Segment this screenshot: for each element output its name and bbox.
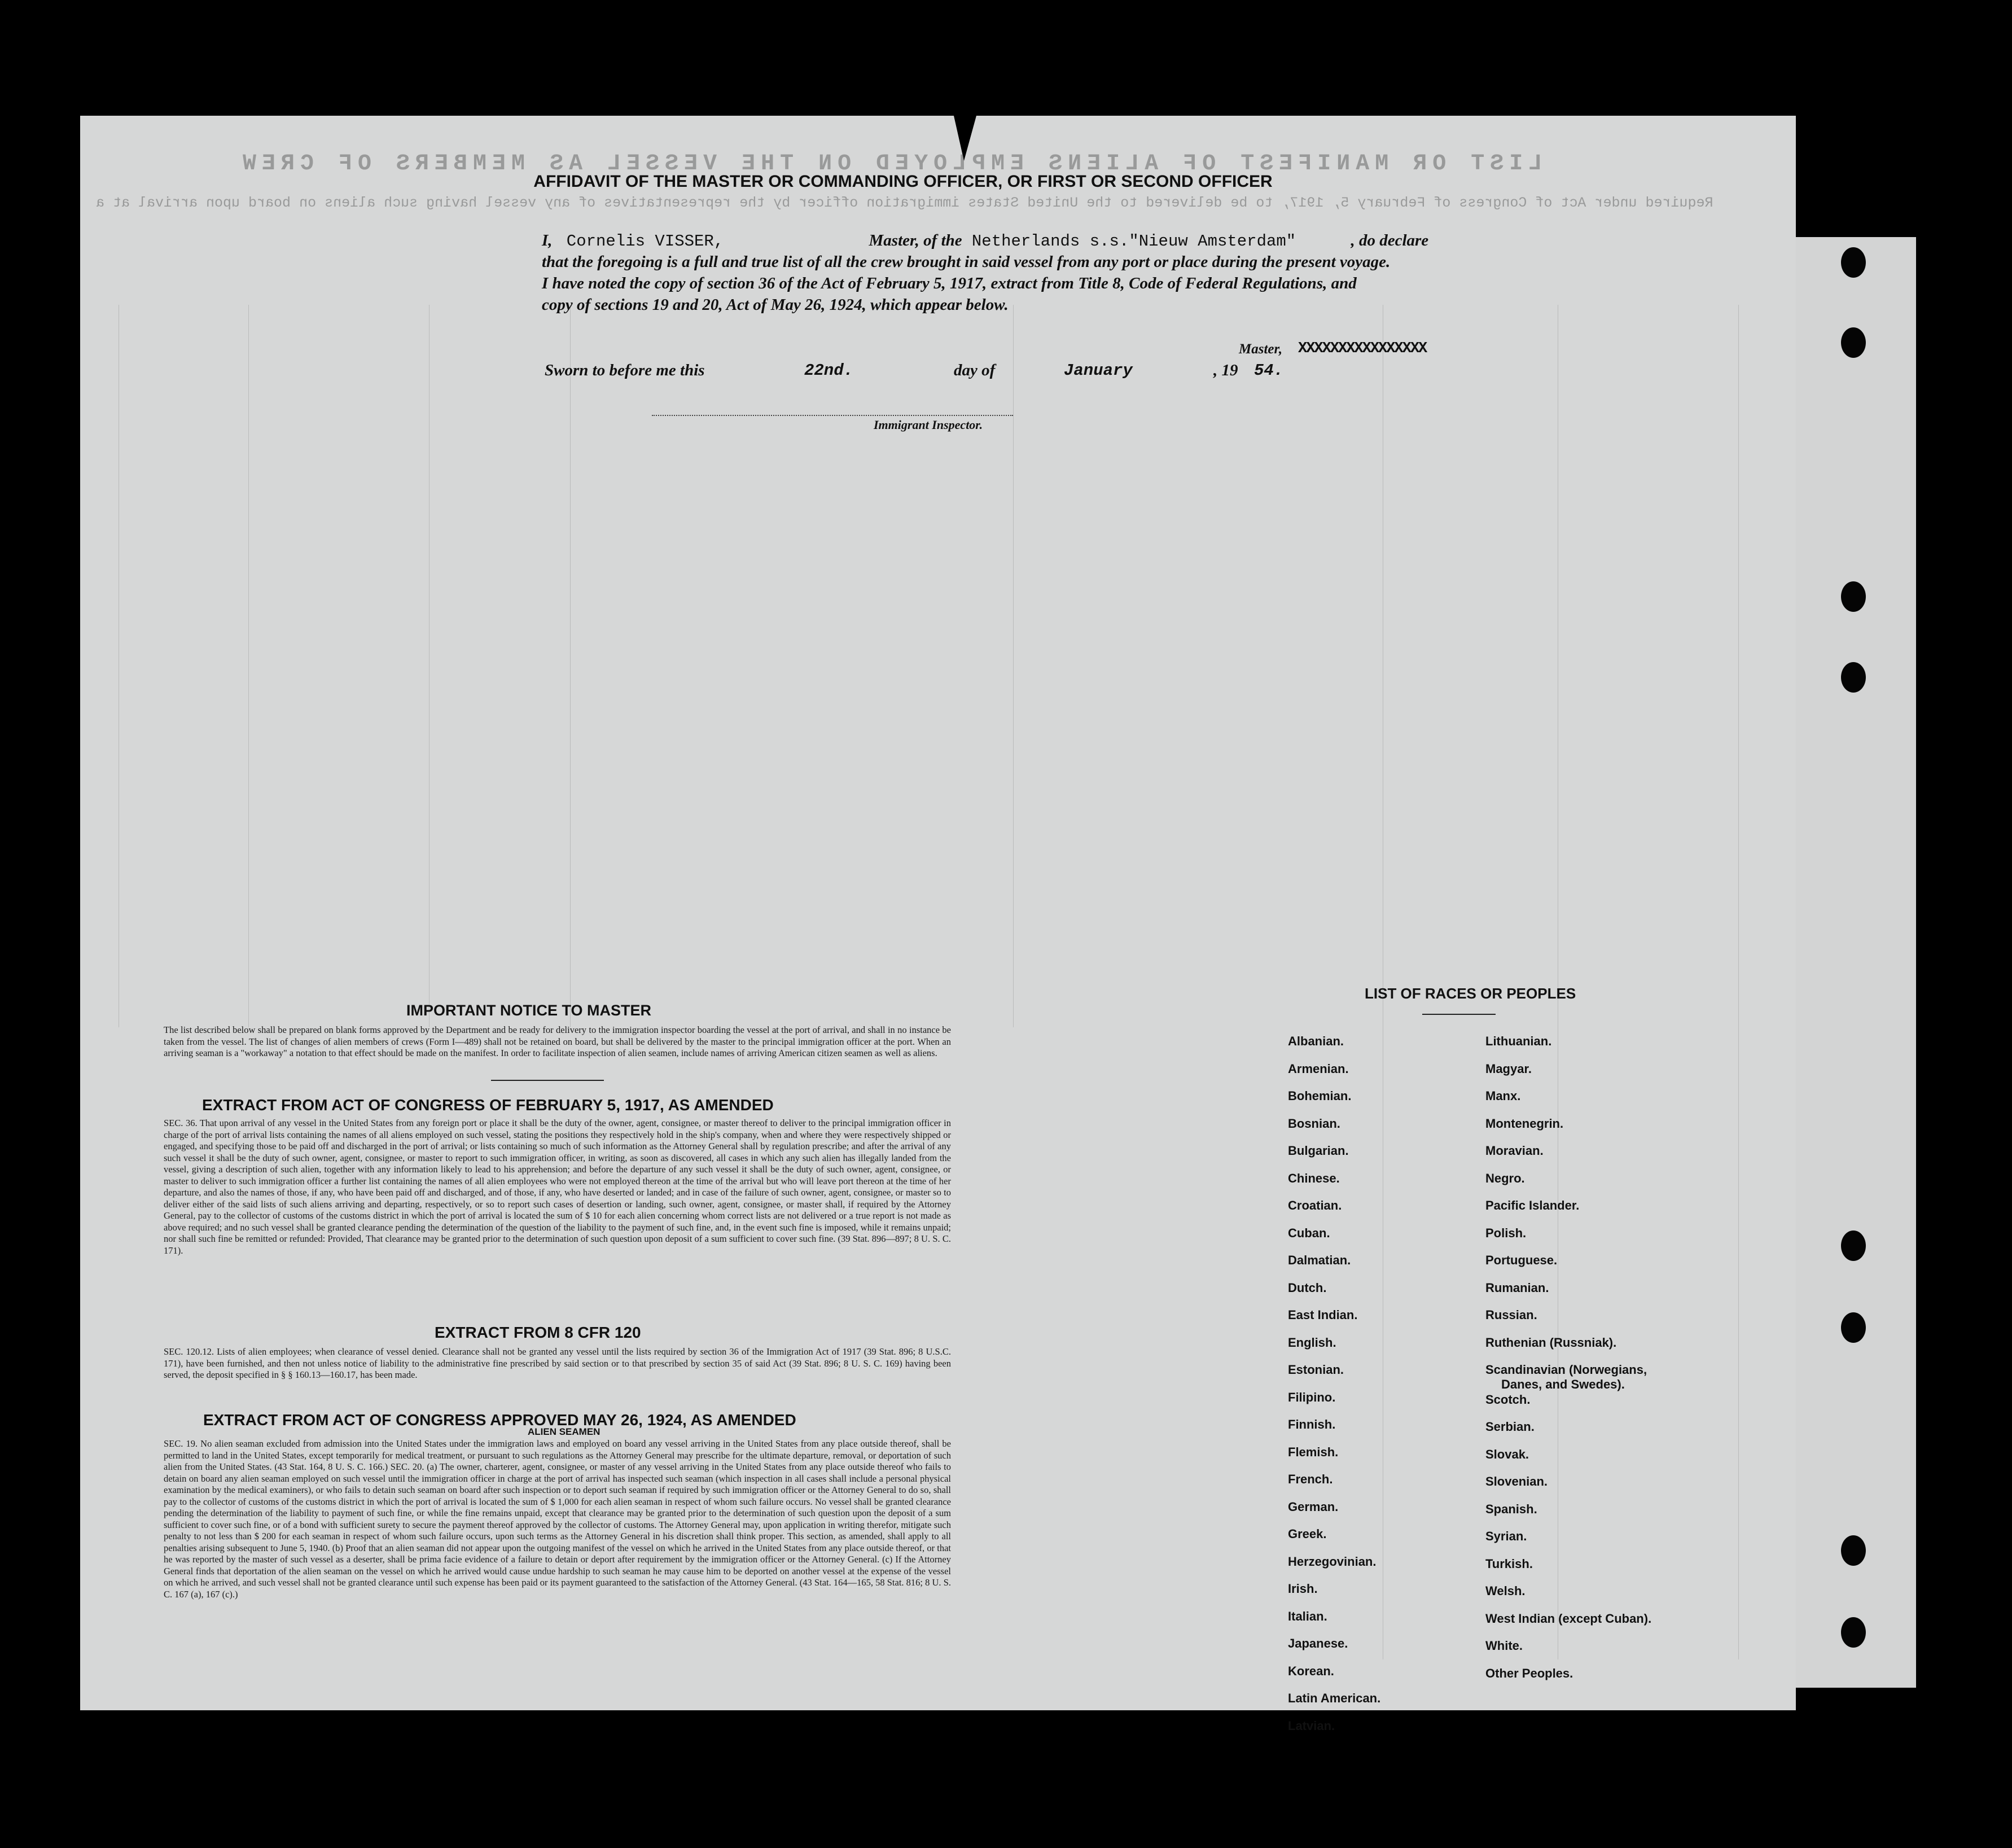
sworn-prefix: Sworn to before me this <box>545 361 705 379</box>
race-item: Bosnian. <box>1288 1116 1340 1131</box>
punch-hole <box>1841 581 1866 612</box>
punch-hole <box>1841 1230 1866 1261</box>
race-item: Albanian. <box>1288 1034 1344 1048</box>
race-item: Spanish. <box>1485 1501 1537 1516</box>
sworn-year-prefix: , 19 <box>1213 361 1238 379</box>
race-item: German. <box>1288 1499 1339 1514</box>
race-item: White. <box>1485 1639 1523 1653</box>
race-item: Estonian. <box>1288 1363 1344 1377</box>
master-label: Master, <box>1239 341 1283 357</box>
ghost-gridline <box>570 305 571 1027</box>
race-item: Flemish. <box>1288 1444 1339 1459</box>
race-item: East Indian. <box>1288 1308 1358 1322</box>
race-item: Chinese. <box>1288 1171 1340 1185</box>
punch-hole <box>1841 1535 1866 1566</box>
race-item: Bohemian. <box>1288 1089 1352 1103</box>
affidavit-suffix: , do declare <box>1351 231 1429 249</box>
punch-hole <box>1841 247 1866 278</box>
race-item: Latvian. <box>1288 1718 1335 1733</box>
race-item: Dalmatian. <box>1288 1253 1351 1267</box>
race-item: Other Peoples. <box>1485 1666 1573 1680</box>
race-item: Slovak. <box>1485 1447 1529 1461</box>
extract-1917-body: SEC. 36. That upon arrival of any vessel in the United States from any foreign port or place it shall be the duty of the owner, agent, consignee, or master thereof to deliver to the principal immigration officer in charge of the port of arrival lists containing the names of all aliens employed on such vessel, stating the positions they respectively hold in the ship's company, when and where they were respectively shipped or engaged, and specifying those to be paid off and discharged in the port of arrival; or lists containing so much of such information as the Attorney General shall by regulation prescribe; and after the arrival of any such vessel it shall be the duty of such owner, agent, consignee, or master to report to such immigration officer, in writing, as soon as discovered, all cases in which any such alien has illegally landed from the vessel, giving a description of such alien, together with any information likely to lead to his apprehension; and before the departure of any such vessel it shall be the duty of such owner, agent, consignee, or master to deliver to such immigration officer a further list containing the names of all alien employees who were not employed thereon at the time of the arrival but who will leave port thereon at the time of her departure, and also the names of those, if any, who have been paid off and discharged, and of those, if any, who have deserted or landed; and in case of the failure of such owner, agent, consignee, or master so to deliver either of the said lists of such aliens arriving and departing, respectively, or so to report such cases of desertion or landing, such owner, agent, consignee, or master shall, if required by the Attorney General, pay to the collector of customs of the customs district in which the port of arrival is located the sum of $ 10 for each alien concerning whom correct lists are not delivered or a true report is not made as above required; and no such vessel shall be granted clearance pending the determination of the question of the liability to the payment of such fine, and, in the event such fine is imposed, while it remains unpaid; nor shall such fine be remitted or refunded: Provided, That clearance may be granted prior to the determination of such question upon deposit of a sum sufficient to cover such fine. (39 Stat. 896—897; 8 U. S. C. 171). <box>164 1118 951 1256</box>
notice-title: IMPORTANT NOTICE TO MASTER <box>406 1002 651 1019</box>
race-item: Greek. <box>1288 1527 1327 1541</box>
race-item: Turkish. <box>1485 1556 1533 1571</box>
race-item: Ruthenian (Russniak). <box>1485 1335 1617 1350</box>
affidavit-line-1 <box>542 231 1428 251</box>
race-item: Manx. <box>1485 1089 1521 1103</box>
race-item: Danes, and Swedes). <box>1501 1377 1625 1391</box>
race-item: Croatian. <box>1288 1198 1342 1212</box>
race-item: Pacific Islander. <box>1485 1198 1580 1212</box>
ghost-gridline <box>248 305 249 1027</box>
race-item: Magyar. <box>1485 1061 1532 1076</box>
race-item: English. <box>1288 1335 1336 1350</box>
ghost-manifest-title: LIST OR MANIFEST OF ALIENS EMPLOYED ON THE VESSEL AS MEMBERS OF CREW <box>237 151 1542 177</box>
sworn-month: January <box>1064 361 1133 380</box>
race-item: Scotch. <box>1485 1392 1531 1407</box>
race-item: West Indian (except Cuban). <box>1485 1611 1652 1626</box>
race-item: Negro. <box>1485 1171 1525 1185</box>
ghost-manifest-subtitle: Required under Act of Congress of February 5, 1917, to be delivered to the United States immigration officer by the representatives of any vessel having such aliens on board upon arrival at a <box>96 195 1713 211</box>
extract-cfr-title: EXTRACT FROM 8 CFR 120 <box>435 1324 641 1341</box>
race-item: Portuguese. <box>1485 1253 1558 1267</box>
extract-1924-body: SEC. 19. No alien seaman excluded from admission into the United States under the immigration laws and employed on board any vessel arriving in the United States from any place outside thereof, shall be permitted to land in the United States, except temporarily for medical treatment, or pursuant to such regulations as the Attorney General may prescribe for the ultimate departure, removal, or deportation of such alien from the United States. (43 Stat. 164, 8 U. S. C. 166.) SEC. 20. (a) The owner, charterer, agent, consignee, or master of any vessel arriving in the United States from any place outside thereof who fails to detain on board any alien seaman employed on such vessel until the immigration officer in charge at the port of arrival has inspected such seaman (which inspection in all cases shall include a personal physical examination by the medical examiners), or who fails to detain such seaman on board after such inspection or to deport such seaman if required by such immigration officer or the Attorney General to do so, shall pay to the collector of customs of the customs district in which the port of arrival is located the sum of $ 1,000 for each alien seaman in respect of whom such failure occurs. No vessel shall be granted clearance pending the determination of the liability to payment of such fine, or while the fine remains unpaid, except that clearance may be granted prior to the determination of such question upon the deposit of a sum sufficient to cover such fine, or of a bond with sufficient surety to secure the payment thereof approved by the collector of customs. The Attorney General may, upon application in writing therefor, mitigate such penalty to not less than $ 200 for each seaman in respect of whom such failure occurs, upon such terms as the Attorney General in his discretion shall think proper. This section, as amended, shall apply to all penalties arising subsequent to June 5, 1940. (b) Proof that an alien seaman did not appear upon the outgoing manifest of the vessel on which he arrived in the United States from any place outside thereof, or that he was reported by the master of such vessel as a deserter, shall be prima facie evidence of a failure to detain or deport after requirement by the immigration officer or the Attorney General. (c) If the Attorney General finds that deportation of the alien seaman on the vessel on which he arrived would cause undue hardship to such seaman he may cause him to be deported on another vessel at the expense of the vessel on which he arrived, and such vessel shall not be granted clearance until such expense has been paid or its payment guaranteed to the satisfaction of the Attorney General. (43 Stat. 164—165, 58 Stat. 816; 8 U. S. C. 167 (a), 167 (c).) <box>164 1438 951 1600</box>
vessel-name: Netherlands s.s."Nieuw Amsterdam" <box>971 232 1296 251</box>
extract-cfr-body: SEC. 120.12. Lists of alien employees; when clearance of vessel denied. Clearance shall not be granted any vessel until the lists required by section 36 of the Immigration Act of 1917 (39 Stat. 896; 8 U.S.C. 171), have been furnished, and then not unless notice of liability to the administrative fine prescribed by said section or to that prescribed by section 35 of said Act (39 Stat. 896; 8 U. S. C. 169) having been served, the deposit specified in § § 160.13—160.17, has been made. <box>164 1346 951 1380</box>
races-rule <box>1422 1014 1496 1015</box>
race-item: Slovenian. <box>1485 1474 1548 1488</box>
race-item: Rumanian. <box>1485 1280 1549 1295</box>
race-item: Lithuanian. <box>1485 1034 1552 1048</box>
race-item: Syrian. <box>1485 1529 1527 1543</box>
race-item: Russian. <box>1485 1308 1537 1322</box>
race-item: Italian. <box>1288 1609 1327 1623</box>
extract-1924-title: EXTRACT FROM ACT OF CONGRESS APPROVED MAY 26, 1924, AS AMENDED <box>203 1411 796 1429</box>
races-title: LIST OF RACES OR PEOPLES <box>1365 985 1576 1002</box>
notice-body: The list described below shall be prepared on blank forms approved by the Department and be ready for delivery to the immigration inspector boarding the vessel at the port of arrival, and shall in no instance be taken from the vessel. The list of changes of alien members of crews (Form I—489) shall not be retained on board, but shall be delivered by the master to the principal immigration officer at the port. When an arriving seaman is a "workaway" a notation to that effect should be made on the manifest. In order to facilitate inspection of alien seamen, include names of arriving American citizen seamen as well as aliens. <box>164 1024 951 1058</box>
race-item: Moravian. <box>1485 1144 1544 1158</box>
race-item: Filipino. <box>1288 1390 1336 1404</box>
race-item: Bulgarian. <box>1288 1144 1349 1158</box>
affidavit-title: AFFIDAVIT OF THE MASTER OR COMMANDING OFFICER, OR FIRST OR SECOND OFFICER <box>533 172 1273 191</box>
race-item: Polish. <box>1485 1225 1527 1240</box>
ghost-gridline <box>1738 305 1739 1659</box>
affidavit-prefix: I, <box>542 231 553 249</box>
affidavit-line-3: I have noted the copy of section 36 of the Act of February 5, 1917, extract from Title 8, Code of Federal Regulations, and <box>542 274 1357 292</box>
race-item: Serbian. <box>1485 1420 1535 1434</box>
master-signature: XXXXXXXXXXXXXXXX <box>1298 340 1427 357</box>
race-item: Dutch. <box>1288 1280 1327 1295</box>
race-item: Armenian. <box>1288 1061 1349 1076</box>
affidavit-mid: Master, of the <box>869 231 962 249</box>
race-item: Korean. <box>1288 1663 1334 1678</box>
race-item: Montenegrin. <box>1485 1116 1564 1131</box>
punch-hole <box>1841 1312 1866 1343</box>
race-item: Scandinavian (Norwegians, <box>1485 1363 1647 1377</box>
extract-1924-subtitle: ALIEN SEAMEN <box>528 1426 600 1437</box>
sworn-day: 22nd. <box>804 361 854 380</box>
race-item: Cuban. <box>1288 1225 1330 1240</box>
race-item: Japanese. <box>1288 1636 1348 1650</box>
notice-rule <box>491 1080 604 1081</box>
ghost-gridline <box>1013 305 1014 1027</box>
master-name: Cornelis VISSER, <box>566 232 724 251</box>
extract-1917-title: EXTRACT FROM ACT OF CONGRESS OF FEBRUARY 5, 1917, AS AMENDED <box>202 1096 774 1114</box>
punch-hole <box>1841 1617 1866 1648</box>
punch-hole <box>1841 327 1866 358</box>
sworn-year: 54. <box>1254 361 1284 380</box>
race-item: French. <box>1288 1472 1333 1486</box>
race-item: Finnish. <box>1288 1417 1336 1431</box>
inspector-label: Immigrant Inspector. <box>874 418 983 432</box>
inspector-signature-line <box>652 415 1013 416</box>
sworn-mid: day of <box>954 361 996 379</box>
race-item: Welsh. <box>1485 1584 1526 1598</box>
race-item: Latin American. <box>1288 1691 1381 1705</box>
race-item: Irish. <box>1288 1582 1318 1596</box>
affidavit-line-2: that the foregoing is a full and true list of all the crew brought in said vessel from any port or place during the present voyage. <box>542 253 1391 271</box>
punch-hole <box>1841 662 1866 693</box>
race-item: Herzegovinian. <box>1288 1554 1377 1569</box>
affidavit-line-4: copy of sections 19 and 20, Act of May 26, 1924, which appear below. <box>542 296 1009 314</box>
